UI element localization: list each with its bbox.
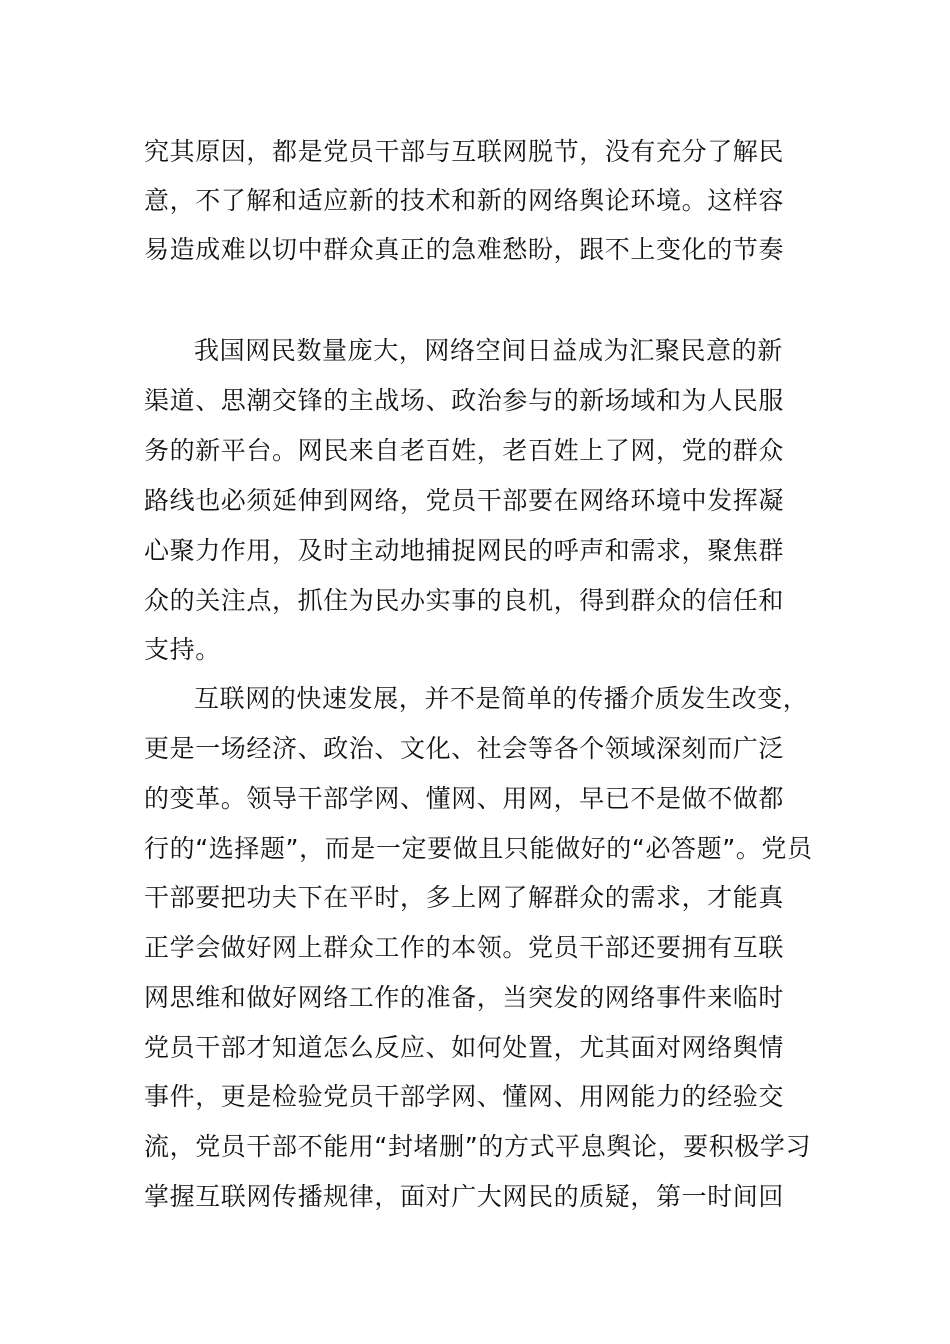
text-line: 事件，更是检验党员干部学网、懂网、用网能力的经验交 [144, 1082, 785, 1111]
text-line: 支持。 [144, 635, 221, 664]
text-line: 众的关注点，抓住为民办实事的良机，得到群众的信任和 [144, 586, 785, 615]
text-line: 我国网民数量庞大，网络空间日益成为汇聚民意的新 [194, 336, 783, 365]
text-line: 流，党员干部不能用“封堵删”的方式平息舆论，要积极学习 [144, 1132, 812, 1161]
text-line: 务的新平台。网民来自老百姓，老百姓上了网，党的群众 [144, 436, 785, 465]
text-line: 干部要把功夫下在平时，多上网了解群众的需求，才能真 [144, 883, 785, 912]
text-line: 网思维和做好网络工作的准备，当突发的网络事件来临时 [144, 983, 785, 1012]
text-line: 易造成难以切中群众真正的急难愁盼，跟不上变化的节奏 [144, 235, 785, 264]
text-line: 正学会做好网上群众工作的本领。党员干部还要拥有互联 [144, 933, 785, 962]
text-line: 渠道、思潮交锋的主战场、政治参与的新场域和为人民服 [144, 386, 785, 415]
text-line: 意，不了解和适应新的技术和新的网络舆论环境。这样容 [144, 186, 785, 215]
text-line: 更是一场经济、政治、文化、社会等各个领域深刻而广泛 [144, 734, 785, 763]
text-line: 行的“选择题”，而是一定要做且只能做好的“必答题”。党员 [144, 834, 813, 863]
text-line: 路线也必须延伸到网络，党员干部要在网络环境中发挥凝 [144, 486, 785, 515]
text-line: 心聚力作用，及时主动地捕捉网民的呼声和需求，聚焦群 [144, 536, 785, 565]
text-line: 的变革。领导干部学网、懂网、用网，早已不是做不做都 [144, 784, 785, 813]
text-line: 党员干部才知道怎么反应、如何处置，尤其面对网络舆情 [144, 1033, 785, 1062]
text-line: 互联网的快速发展，并不是简单的传播介质发生改变， [194, 684, 809, 713]
text-line: 究其原因，都是党员干部与互联网脱节，没有充分了解民 [144, 137, 785, 166]
text-line: 掌握互联网传播规律，面对广大网民的质疑，第一时间回 [144, 1182, 785, 1211]
